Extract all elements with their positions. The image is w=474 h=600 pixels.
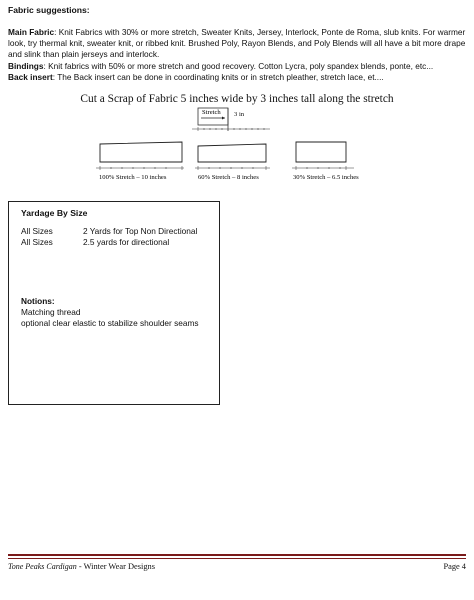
yardage-amount-2: 2.5 yards for directional [83,237,170,247]
yardage-amount-1: 2 Yards for Top Non Directional [83,226,198,236]
scrap-caption-30: 30% Stretch – 6.5 inches [293,174,359,181]
back-insert-paragraph [8,72,466,83]
scrap-100-percent [96,142,184,181]
footer-rule-thin [8,558,466,559]
notion-item: optional clear elastic to stabilize shoulder seams [21,318,199,328]
fabric-suggestions [8,27,466,83]
footer-suffix: - Winter Wear Designs [76,562,155,571]
stretch-scraps-illustration [96,138,386,186]
scrap-30-percent [292,142,359,181]
main-fabric-label: Main Fabric [8,27,55,37]
notion-item: Matching thread [21,307,81,317]
scrap-60-percent [195,144,270,181]
back-insert-label: Back insert [8,71,53,82]
gauge-label: Stretch [202,109,221,116]
page-number: Page 4 [443,562,466,571]
bindings-paragraph [8,61,466,72]
stretch-guide-title: Cut a Scrap of Fabric 5 inches wide by 3 inches tall along the stretch [80,93,394,105]
yardage-size-1: All Sizes [21,226,53,236]
bindings-label: Bindings [8,60,44,71]
bindings-text: : Knit fabrics with 50% or more stretch and good recovery. Cotton Lycra, poly spandex blends, ponte, etc... [43,60,434,71]
footer-title [8,562,155,571]
main-fabric-paragraph [8,27,466,61]
back-insert-text: : The Back insert can be done in coordinating knits or in stretch pleather, stretch lace, et.... [52,71,384,82]
notions-title: Notions: [21,296,55,306]
gauge-side-label: 3 in [234,111,245,118]
main-fabric-text: : Knit Fabrics with 30% or more stretch, Sweater Knits, Jersey, Interlock, Ponte de Roma, slub knits. For warmer look, try thermal knit, sweater knit, or ribbed knit. Brushed Poly, Rayon Blends, and Poly Blends will all have a bit more drape and slink than plain jerseys and interlock. [8,27,466,60]
yardage-size-2: All Sizes [21,237,53,247]
section-heading: Fabric suggestions: [8,5,90,15]
yardage-title: Yardage By Size [21,208,88,218]
scrap-caption-100: 100% Stretch – 10 inches [99,174,167,181]
gauge-arrow-head [222,117,225,120]
stretch-gauge-illustration [192,107,274,133]
yardage-box [8,201,220,405]
footer-pattern-name: Tone Peaks Cardigan [8,562,77,571]
footer-rule [8,554,466,556]
scrap-caption-60: 60% Stretch – 8 inches [198,174,259,181]
